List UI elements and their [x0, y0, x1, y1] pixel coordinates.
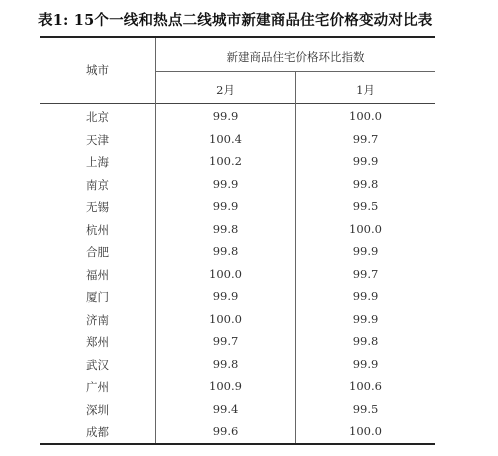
- city-cell: 厦门: [86, 290, 109, 304]
- feb-index-cell: 99.4: [212, 401, 239, 416]
- city-cell: 福州: [86, 267, 109, 282]
- feb-index-cell: 99.6: [212, 424, 239, 438]
- city-cell: 无锡: [86, 200, 109, 214]
- city-cell: 武汉: [86, 357, 109, 372]
- jan-column-header: 1月: [356, 83, 375, 97]
- city-cell: 广州: [86, 380, 109, 394]
- jan-index-cell: 99.5: [352, 199, 379, 213]
- jan-index-cell: 99.7: [352, 266, 379, 281]
- table-row: [40, 104, 435, 127]
- jan-index-cell: 99.9: [352, 356, 379, 371]
- feb-index-cell: 100.4: [209, 131, 242, 146]
- table-title: 表1: 15个一线和热点二线城市新建商品住宅价格变动对比表: [38, 12, 433, 29]
- city-cell: 上海: [86, 155, 109, 169]
- feb-index-cell: 100.2: [209, 154, 242, 168]
- jan-index-cell: 99.8: [352, 334, 379, 348]
- table-row: [40, 127, 435, 150]
- table-row: [40, 329, 435, 352]
- jan-index-cell: 99.9: [352, 154, 379, 168]
- city-cell: 济南: [86, 312, 109, 327]
- feb-index-cell: 99.8: [212, 221, 239, 236]
- jan-index-cell: 99.9: [352, 311, 379, 326]
- table-row: [40, 172, 435, 195]
- table-row: [40, 352, 435, 375]
- feb-column-header: 2月: [216, 83, 235, 97]
- feb-index-cell: 99.9: [212, 199, 239, 213]
- bottom-rule: [40, 443, 435, 445]
- feb-index-cell: 100.9: [209, 379, 242, 393]
- jan-index-cell: 100.0: [349, 109, 382, 123]
- table-row: [40, 194, 435, 217]
- table-row: [40, 217, 435, 240]
- top-rule: [40, 36, 435, 38]
- city-cell: 合肥: [86, 245, 109, 259]
- table-row: [40, 307, 435, 330]
- city-cell: 北京: [86, 110, 109, 124]
- city-cell: 郑州: [86, 335, 109, 349]
- jan-index-cell: 100.6: [349, 379, 382, 393]
- feb-index-cell: 99.9: [212, 109, 239, 123]
- table-row: [40, 397, 435, 420]
- table-row: [40, 239, 435, 262]
- city-cell: 杭州: [86, 222, 109, 237]
- jan-index-cell: 99.5: [352, 401, 379, 416]
- city-cell: 成都: [86, 425, 109, 439]
- table-body: [40, 104, 435, 442]
- index-group-header: 新建商品住宅价格环比指数: [226, 50, 365, 64]
- table-row: [40, 284, 435, 307]
- feb-index-cell: 100.0: [209, 311, 242, 326]
- table-row: [40, 374, 435, 397]
- city-cell: 深圳: [86, 402, 109, 417]
- city-column-header: 城市: [86, 63, 109, 77]
- feb-index-cell: 100.0: [209, 266, 242, 281]
- feb-index-cell: 99.8: [212, 244, 239, 258]
- table-row: [40, 149, 435, 172]
- feb-index-cell: 99.9: [212, 289, 239, 303]
- jan-index-cell: 99.7: [352, 131, 379, 146]
- jan-index-cell: 100.0: [349, 221, 382, 236]
- table-row: [40, 262, 435, 285]
- city-cell: 南京: [86, 177, 109, 192]
- city-cell: 天津: [86, 132, 109, 147]
- table-row: [40, 419, 435, 442]
- feb-index-cell: 99.7: [212, 334, 239, 348]
- jan-index-cell: 99.8: [352, 176, 379, 191]
- jan-index-cell: 100.0: [349, 424, 382, 438]
- feb-index-cell: 99.9: [212, 176, 239, 191]
- jan-index-cell: 99.9: [352, 289, 379, 303]
- feb-index-cell: 99.8: [212, 356, 239, 371]
- jan-index-cell: 99.9: [352, 244, 379, 258]
